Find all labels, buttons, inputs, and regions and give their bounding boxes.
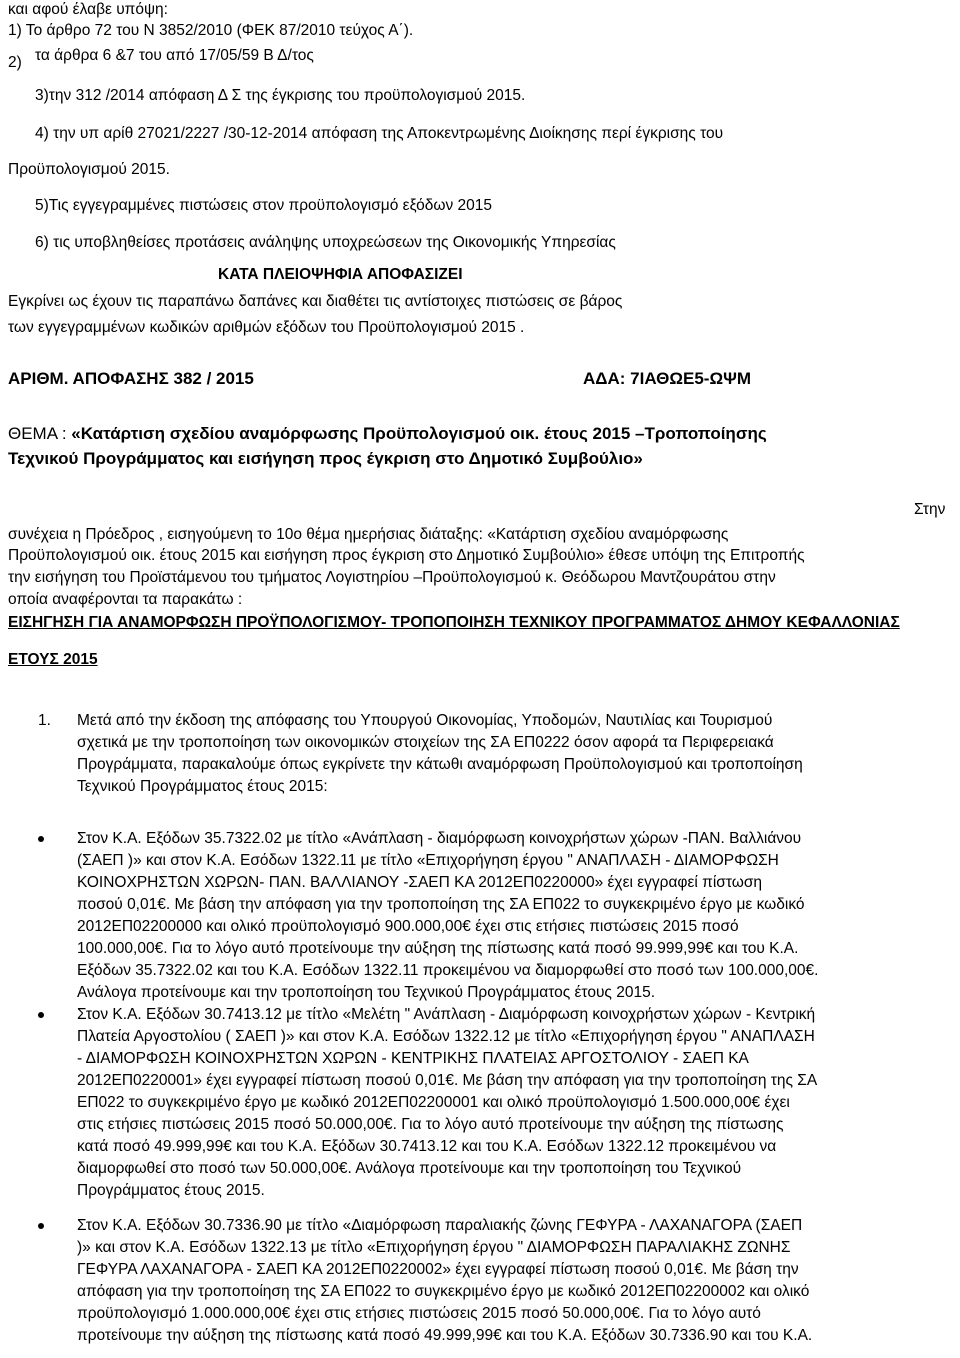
decision-text-line1: Εγκρίνει ως έχουν τις παραπάνω δαπάνες και διαθέτει τις αντίστοιχες πιστώσεις σε βάρος — [8, 293, 623, 310]
bullet-3-line: απόφαση για την τροποποίηση της ΣΑ ΕΠ022 το συγκεκριμένο έργο με κωδικό 2012ΕΠ02200002 και ολικό — [77, 1283, 810, 1300]
proposal-title: ΕΙΣΗΓΗΣΗ ΓΙΑ ΑΝΑΜΟΡΦΩΣΗ ΠΡΟΫΠΟΛΟΓΙΣΜΟΥ- ΤΡΟΠΟΠΟΙΗΣΗ ΤΕΧΝΙΚΟΥ ΠΡΟΓΡΑΜΜΑΤΟΣ ΔΗΜΟΥ ΚΕΦΑΛΛΟΝΙΑΣ — [8, 614, 900, 631]
intro-line0: Στην — [914, 501, 946, 518]
ada-code: ΑΔΑ: 7ΙΑΘΩΕ5-ΩΨΜ — [583, 369, 752, 388]
consideration-2: τα άρθρα 6 &7 του από 17/05/59 Β Δ/τος — [35, 47, 314, 64]
bullet-3-line: Στον Κ.Α. Εξόδων 30.7336.90 με τίτλο «Διαμόρφωση παραλιακής ζώνης ΓΕΦΥΡΑ - ΛΑΧΑΝΑΓΟΡΑ (ΣΑΕΠ — [77, 1217, 803, 1234]
bullet-1-line: ΚΟΙΝΟΧΡΗΣΤΩΝ ΧΩΡΩΝ- ΠΑΝ. ΒΑΛΛΙΑΝΟΥ -ΣΑΕΠ ΚΑ 2012ΕΠ0220000» έχει εγγραφεί πίστωση — [77, 874, 763, 891]
intro-line4: οποία αναφέρονται τα παρακάτω : — [8, 591, 243, 608]
item-1-line: σχετικά με την τροποποίηση των οικονομικών στοιχείων της ΣΑ ΕΠ0222 όσον αφορά τα Περιφερειακά — [77, 734, 774, 751]
consideration-4-cont: Προϋπολογισμού 2015. — [8, 161, 170, 178]
bullet-1-line: Στον Κ.Α. Εξόδων 35.7322.02 με τίτλο «Ανάπλαση - διαμόρφωση κοινοχρήστων χώρων -ΠΑΝ. Βαλλιάνου — [77, 830, 802, 847]
bullet-2-line: στις ετήσιες πιστώσεις 2015 ποσό 50.000,00€. Για το λόγο αυτό προτείνουμε την αύξηση της πίστωσης — [77, 1116, 784, 1133]
consideration-2-number: 2) — [8, 54, 22, 71]
bullet-1-line: (ΣΑΕΠ )» και στον Κ.Α. Εσόδων 1322.11 με τίτλο «Επιχορήγηση έργου " ΑΝΑΠΛΑΣΗ - ΔΙΑΜΟΡΦΩΣΗ — [77, 852, 779, 869]
consideration-1: 1) Το άρθρο 72 του Ν 3852/2010 (ΦΕΚ 87/2010 τεύχος Α΄). — [8, 22, 414, 39]
bullet-2-line: Πλατεία Αργοστολίου ( ΣΑΕΠ )» και στον Κ.Α. Εσόδων 1322.12 με τίτλο «Επιχορήγηση έργου " ΑΝΑΠΛΑΣΗ — [77, 1028, 815, 1045]
bullet-icon — [38, 1223, 44, 1229]
consideration-6: 6) τις υποβληθείσες προτάσεις ανάληψης υποχρεώσεων της Οικονομικής Υπηρεσίας — [35, 234, 616, 251]
bullet-1-line: Ανάλογα προτείνουμε και την τροποποίηση του Τεχνικού Προγράμματος έτους 2015. — [77, 984, 655, 1001]
bullet-3-line: προτείνουμε την αύξηση της πίστωσης κατά ποσό 49.999,99€ και του Κ.Α. Εξόδων 30.7336.90 και του Κ.Α. — [77, 1327, 813, 1344]
bullet-3-line: )» και στον Κ.Α. Εσόδων 1322.13 με τίτλο «Επιχορήγηση έργου " ΔΙΑΜΟΡΦΩΣΗ ΠΑΡΑΛΙΑΚΗΣ ΖΩΝΗΣ — [77, 1239, 791, 1256]
decision-heading: ΚΑΤΑ ΠΛΕΙΟΨΗΦΙΑ ΑΠΟΦΑΣΙΖΕΙ — [218, 266, 463, 283]
bullet-3-line: προϋπολογισμό 1.000.000,00€ έχει στις ετήσιες πιστώσεις 2015 ποσό 50.000,00€. Για το λόγο αυτό — [77, 1305, 761, 1322]
subject-title: «Κατάρτιση σχεδίου αναμόρφωσης Προϋπολογισμού οικ. έτους 2015 –Τροποποίησης — [71, 424, 767, 443]
bullet-1-line: Εξόδων 35.7322.02 και του Κ.Α. Εσόδων 1322.11 προκειμένου να διαμορφωθεί στο ποσό των 100.000,00€. — [77, 962, 819, 979]
item-1-line: Μετά από την έκδοση της απόφασης του Υπουργού Οικονομίας, Υποδομών, Ναυτιλίας και Τουρισμού — [77, 712, 773, 729]
subject-line1 — [8, 424, 767, 444]
item-1-line: Προγράμματα, παρακαλούμε όπως εγκρίνετε την κάτωθι αναμόρφωση Προϋπολογισμού και τροποποίηση — [77, 756, 803, 773]
proposal-year: ΕΤΟΥΣ 2015 — [8, 651, 98, 668]
consideration-4: 4) την υπ αρίθ 27021/2227 /30-12-2014 απόφαση της Αποκεντρωμένης Διοίκησης περί έγκρισης του — [35, 125, 724, 142]
bullet-icon — [38, 836, 44, 842]
decision-text-line2: των εγγεγραμμένων κωδικών αριθμών εξόδων του Προϋπολογισμού 2015 . — [8, 319, 525, 336]
bullet-2-line: κατά ποσό 49.999,99€ και του Κ.Α. Εξόδων 30.7413.12 και του Κ.Α. Εσόδων 1322.12 προκειμένου να — [77, 1138, 777, 1155]
bullet-1-line: 2012ΕΠ02200000 και ολικό προϋπολογισμό 900.000,00€ έχει στις ετήσιες πιστώσεις 2015 ποσό — [77, 918, 739, 935]
bullet-1-line: 100.000,00€. Για το λόγο αυτό προτείνουμε την αύξηση της πίστωσης κατά ποσό 99.999,99€ και του Κ.Α. — [77, 940, 799, 957]
intro-line2: Προϋπολογισμού οικ. έτους 2015 και εισήγηση προς έγκριση στο Δημοτικό Συμβούλιο» έθεσε υπόψη της Επιτροπής — [8, 547, 805, 564]
subject-line2: Τεχνικού Προγράμματος και εισήγηση προς έγκριση στο Δημοτικό Συμβούλιο» — [8, 449, 643, 468]
bullet-1-line: ποσού 0,01€. Με βάση την απόφαση για την τροποποίηση της ΣΑ ΕΠ022 το συγκεκριμένο έργο με κωδικό — [77, 896, 805, 913]
consideration-3: 3)την 312 /2014 απόφαση Δ Σ της έγκρισης του προϋπολογισμού 2015. — [35, 87, 526, 104]
bullet-2-line: ΕΠ022 το συγκεκριμένο έργο με κωδικό 2012ΕΠ02200001 και ολικό προϋπολογισμό 1.500.000,00€ έχει — [77, 1094, 790, 1111]
consideration-5: 5)Τις εγγεγραμμένες πιστώσεις στον προϋπολογισμό εξόδων 2015 — [35, 197, 492, 214]
subject-label: ΘΕΜΑ : — [8, 424, 72, 443]
bullet-2-line: διαμορφωθεί στο ποσό των 50.000,00€. Ανάλογα προτείνουμε και την τροποποίηση του Τεχνικού — [77, 1160, 742, 1177]
bullet-2-line: Στον Κ.Α. Εξόδων 30.7413.12 με τίτλο «Μελέτη " Ανάπλαση - Διαμόρφωση κοινοχρήστων χώρων - Κεντρική — [77, 1006, 816, 1023]
item-1-number: 1. — [38, 712, 51, 729]
intro-line1: συνέχεια η Πρόεδρος , εισηγούμενη το 10ο θέμα ημερήσιας διάταξης: «Κατάρτιση σχεδίου αναμόρφωσης — [8, 526, 729, 543]
intro-line3: την εισήγηση του Προϊστάμενου του τμήματος Λογιστηρίου –Προϋπολογισμού κ. Θεόδωρου Μαντζουράτου στην — [8, 569, 776, 586]
decision-number: ΑΡΙΘΜ. ΑΠΟΦΑΣΗΣ 382 / 2015 — [8, 369, 254, 388]
bullet-2-line: Προγράμματος έτους 2015. — [77, 1182, 265, 1199]
bullet-3-line: ΓΕΦΥΡΑ ΛΑΧΑΝΑΓΟΡΑ - ΣΑΕΠ ΚΑ 2012ΕΠ0220002» έχει εγγραφεί πίστωση ποσού 0,01€. Με βάση την — [77, 1261, 799, 1278]
bullet-2-line: - ΔΙΑΜΟΡΦΩΣΗ ΚΟΙΝΟΧΡΗΣΤΩΝ ΧΩΡΩΝ - ΚΕΝΤΡΙΚΗΣ ΠΛΑΤΕΙΑΣ ΑΡΓΟΣΤΟΛΙΟΥ - ΣΑΕΠ ΚΑ — [77, 1050, 749, 1067]
considerations-intro: και αφού έλαβε υπόψη: — [8, 1, 168, 18]
item-1-line: Τεχνικού Προγράμματος έτους 2015: — [77, 778, 328, 795]
bullet-2-line: 2012ΕΠ0220001» έχει εγγραφεί πίστωση ποσού 0,01€. Με βάση την απόφαση για την τροποποίηση της ΣΑ — [77, 1072, 818, 1089]
bullet-icon — [38, 1012, 44, 1018]
